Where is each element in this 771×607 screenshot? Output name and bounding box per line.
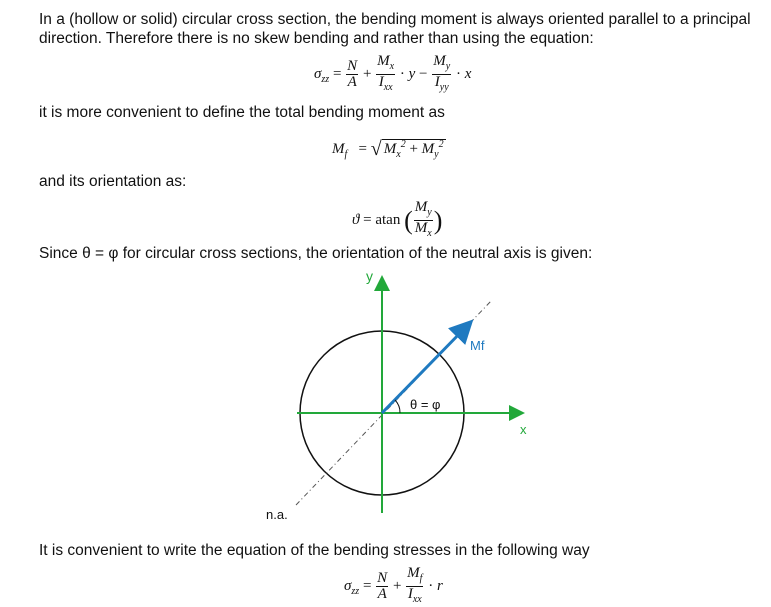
fraction-mf-over-ixx: $\frac{M_f}{I_{xx}}$ [407, 565, 423, 605]
angle-label: θ = φ [410, 397, 441, 412]
orientation-text: and its orientation as: [39, 173, 187, 190]
sqrt-symbol: √ [370, 138, 382, 160]
y-axis-label: y [366, 268, 373, 284]
sqrt-radicand: $M_x^2 + M_y^2$ [383, 139, 444, 160]
neutral-axis-intro-text: Since θ = φ for circular cross sections, the orientation of the neutral axis is given: [39, 245, 593, 262]
fraction-my-over-iyy: $\frac{M_y}{I_{yy}}$ [433, 53, 451, 93]
fraction-my-over-mx: $\frac{M_y}{M_x}$ [414, 199, 432, 239]
sigma-symbol: σ [314, 65, 322, 82]
bending-stress-equation-general: $\sigma_{zz}$ = $\frac{N}{A}$ + $\frac{M_x}{I_{xx}}$ · y − $\frac{M_y}{I_{yy}}$ · x [314, 53, 472, 93]
orientation-equation: ϑ = atan ( $\frac{M_y}{M_x}$ ) [352, 199, 443, 239]
angle-arc [395, 400, 400, 413]
x-axis-label: x [520, 422, 527, 437]
neutral-axis-label: n.a. [266, 507, 288, 522]
bending-stress-equation-circular: $\sigma_{zz}$ = $\frac{N}{A}$ + $\frac{M_f}{I_{xx}}$ · r [344, 565, 443, 605]
total-moment-equation: $M_f$ = √ $M_x^2 + M_y^2$ [332, 138, 444, 160]
intro-paragraph-line2: direction. Therefore there is no skew bending and rather than using the equation: [39, 30, 594, 47]
fraction-n-over-a: $\frac{N}{A}$ [347, 58, 358, 90]
fraction-mx-over-ixx: $\frac{M_x}{I_{xx}}$ [377, 53, 395, 93]
moment-label: Mf [470, 338, 485, 353]
define-total-moment-text: it is more convenient to define the total bending moment as [39, 104, 445, 121]
bending-stress-intro-text: It is convenient to write the equation of the bending stresses in the following way [39, 542, 590, 559]
intro-paragraph-line1: In a (hollow or solid) circular cross section, the bending moment is always oriented parallel to a principal [39, 11, 751, 28]
